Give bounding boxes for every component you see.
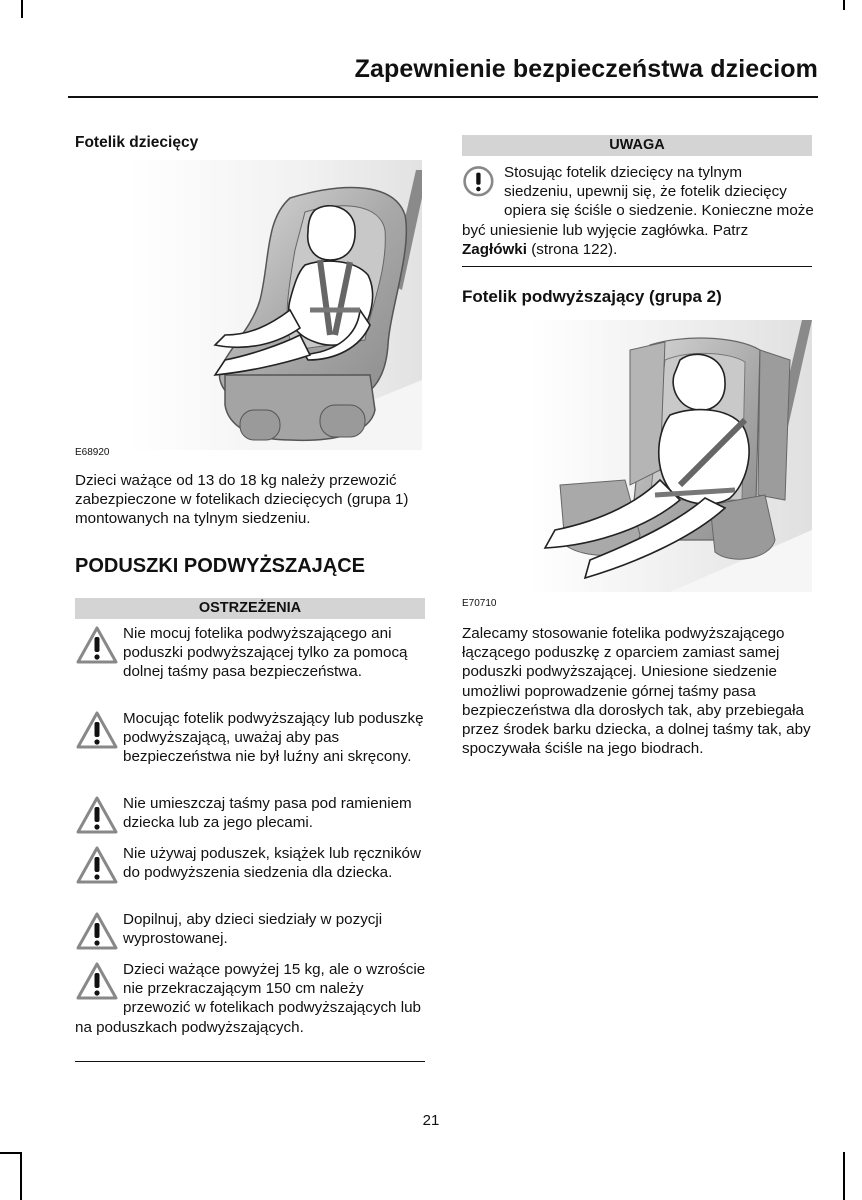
crop-mark-bottom-right [843,1152,845,1200]
link-headrests[interactable]: Zagłówki [462,240,527,258]
warning-item: Dopilnuj, aby dzieci siedziały w pozycji wyprostowanej. [75,910,427,954]
section-heading-booster-cushions: PODUSZKI PODWYŻSZAJĄCE [75,555,366,577]
page-title: Zapewnienie bezpieczeństwa dzieciom [354,55,818,83]
section-heading-booster-seat: Fotelik podwyższający (grupa 2) [462,287,722,306]
warnings-end-divider [75,1061,425,1062]
warning-triangle-icon [75,844,119,888]
page-number: 21 [422,1112,440,1129]
crop-mark-bottom-left [0,1152,20,1154]
warning-triangle-icon [75,624,119,668]
warning-item: Dzieci ważące powyżej 15 kg, ale o wzroście nie przekraczającym 150 cm należy przewozić w fotelikach podwyższających lub na poduszkach podwyższających. [75,961,426,1036]
warning-item: Nie używaj poduszek, książek lub ręczników do podwyższenia siedzenia dla dziecka. [75,844,427,888]
warning-item: Mocując fotelik podwyższający lub poduszkę podwyższającą, uważaj aby pas bezpieczeństwa nie był luźny ani skręcony. [75,709,427,767]
booster-seat-illustration [530,320,812,592]
warning-triangle-icon [75,794,119,838]
child-seat-description: Dzieci ważące od 13 do 18 kg należy przewozić zabezpieczone w fotelikach dziecięcych (grupa 1) montowanych na tylnym siedzeniu. [75,472,409,528]
child-seat-illustration [130,160,422,450]
crop-mark-top-right [843,0,845,10]
caution-item: Stosując fotelik dziecięcy na tylnym siedzeniu, upewnij się, że fotelik dziecięcy opiera się ściśle o siedzenie. Konieczne może być uniesienie lub wyjęcie zagłówka. Patrz Zagłówki (strona 122). [462,164,814,258]
crop-mark-bottom-left-v [20,1152,22,1200]
caution-end-divider [462,266,812,267]
section-heading-child-seat: Fotelik dziecięcy [75,134,199,151]
crop-mark-top-left [21,0,23,18]
title-divider [68,96,818,98]
image-code-child-seat: E68920 [75,447,110,458]
image-code-booster-seat: E70710 [462,598,497,609]
warning-triangle-icon [75,709,119,753]
warning-triangle-icon [75,960,119,1004]
caution-circle-icon [462,163,500,203]
caution-header: UWAGA [462,135,812,156]
warning-item: Nie umieszczaj taśmy pasa pod ramieniem dziecka lub za jego plecami. [75,794,427,838]
warnings-header: OSTRZEŻENIA [75,598,425,619]
warning-item: Nie mocuj fotelika podwyższającego ani poduszki podwyższającej tylko za pomocą dolnej taśmy pasa bezpieczeństwa. [75,624,427,682]
warning-triangle-icon [75,910,119,954]
booster-seat-description: Zalecamy stosowanie fotelika podwyższającego łączącego poduszkę z oparciem zamiast samej poduszki podwyższającej. Uniesione siedzenie umożliwi poprowadzenie górnej taśmy pasa bezpieczeństwa dla dorosłych tak, aby przebiegała przez środek barku dziecka, a dolnej taśmy tak, aby spoczywała ściśle na jego biodrach. [462,625,811,758]
